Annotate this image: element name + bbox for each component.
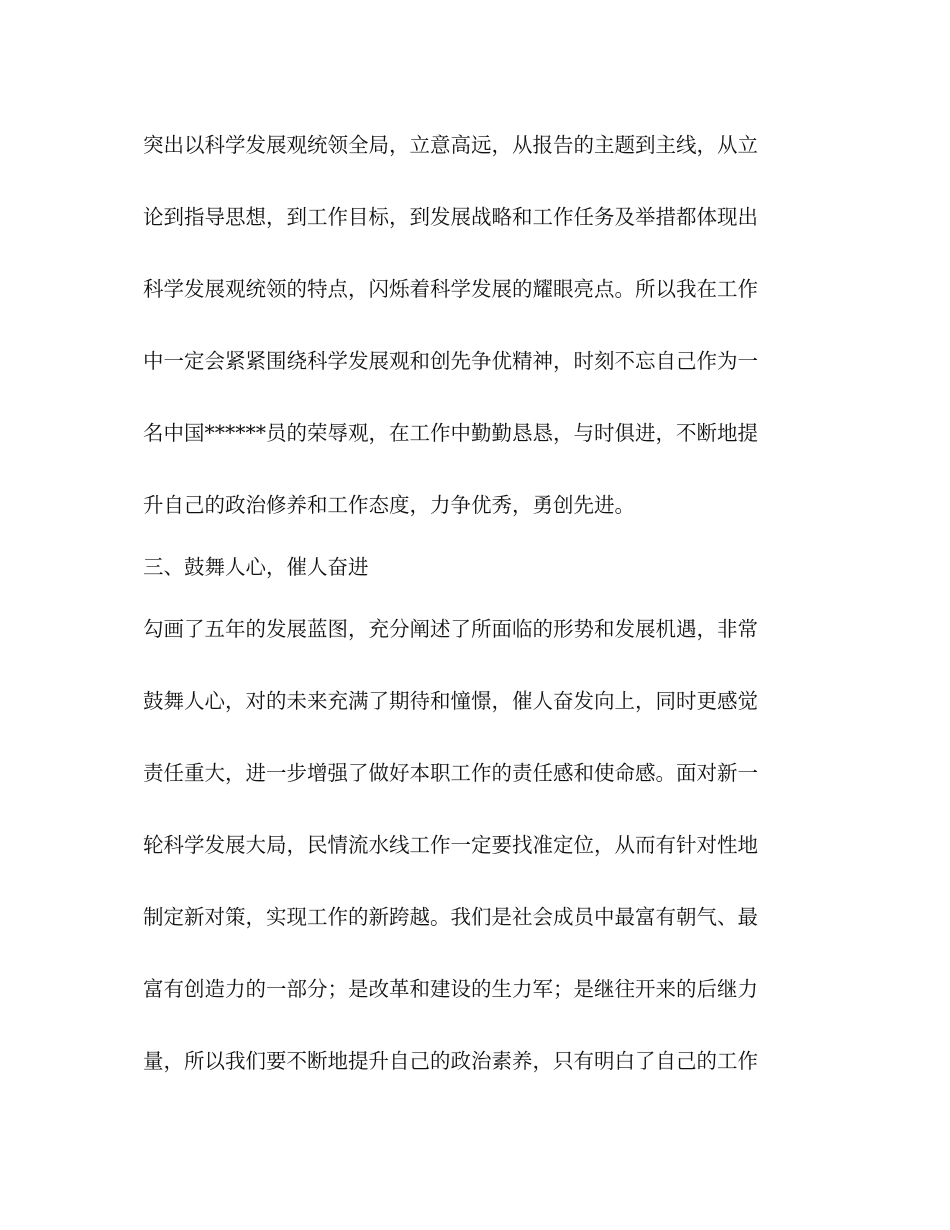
paragraph-line: 富有创造力的一部分；是改革和建设的生力军；是继往开来的后继力 xyxy=(143,977,758,1001)
paragraph-line: 责任重大，进一步增强了做好本职工作的责任感和使命感。面对新一 xyxy=(143,761,758,785)
paragraph-line: 中一定会紧紧围绕科学发展观和创先争优精神，时刻不忘自己作为一 xyxy=(143,349,758,373)
paragraph-line: 名中国******员的荣辱观，在工作中勤勤恳恳，与时俱进，不断地提 xyxy=(143,421,758,445)
paragraph-line: 制定新对策，实现工作的新跨越。我们是社会成员中最富有朝气、最 xyxy=(143,905,758,929)
paragraph-line: 科学发展观统领的特点，闪烁着科学发展的耀眼亮点。所以我在工作 xyxy=(143,277,758,301)
paragraph-line: 鼓舞人心，对的未来充满了期待和憧憬，催人奋发向上，同时更感觉 xyxy=(143,689,758,713)
paragraph-line: 勾画了五年的发展蓝图，充分阐述了所面临的形势和发展机遇，非常 xyxy=(143,617,758,641)
paragraph-line: 量，所以我们要不断地提升自己的政治素养，只有明白了自己的工作 xyxy=(143,1049,758,1073)
paragraph-line: 论到指导思想，到工作目标，到发展战略和工作任务及举措都体现出 xyxy=(143,205,758,229)
paragraph-line: 突出以科学发展观统领全局，立意高远，从报告的主题到主线，从立 xyxy=(143,133,758,157)
paragraph-line: 升自己的政治修养和工作态度，力争优秀，勇创先进。 xyxy=(143,493,635,517)
section-heading: 三、鼓舞人心，催人奋进 xyxy=(143,555,369,579)
paragraph-line: 轮科学发展大局，民情流水线工作一定要找准定位，从而有针对性地 xyxy=(143,833,758,857)
